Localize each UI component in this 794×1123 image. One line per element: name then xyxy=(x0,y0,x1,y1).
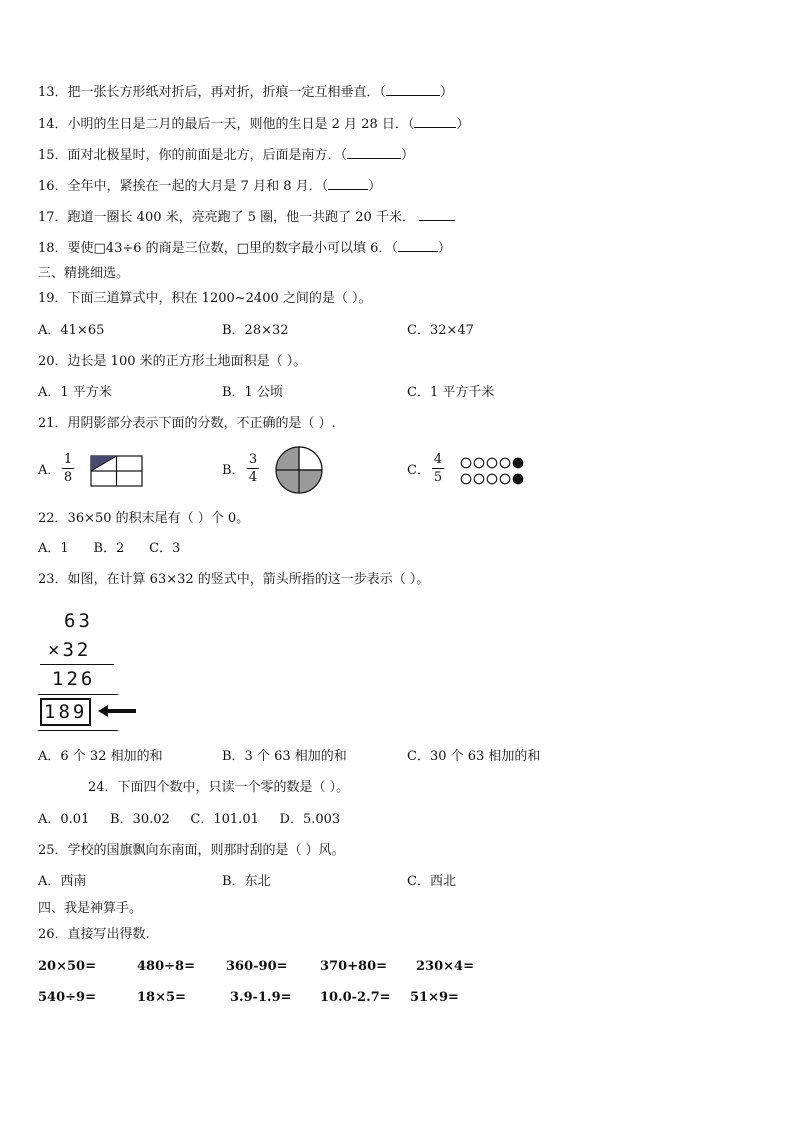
answer-blank[interactable] xyxy=(347,146,401,159)
answer-blank[interactable] xyxy=(398,239,438,252)
circles-figure xyxy=(458,455,538,487)
question-15: 15．面对北极星时，你的前面是北方，后面是南方．（ ） xyxy=(38,148,415,163)
option-b[interactable]: B．28×32 xyxy=(222,323,289,338)
fraction-b: 3 4 xyxy=(248,452,258,485)
question-23: 23．如图，在计算 63×32 的竖式中，箭头所指的这一步表示（ ）。 xyxy=(38,572,430,587)
calc-item[interactable]: 3.9-1.9= xyxy=(230,990,292,1005)
options-row[interactable]: A．0.01 B．30.02 C．101.01 D．5.003 xyxy=(38,812,341,827)
circle-quarters-figure xyxy=(274,445,324,495)
question-26: 26．直接写出得数. xyxy=(38,927,150,942)
option-c[interactable]: C．30 个 63 相加的和 xyxy=(407,749,541,764)
option-c[interactable]: C． xyxy=(407,463,430,478)
option-b[interactable]: B．东北 xyxy=(222,874,271,889)
question-18: 18．要使□43÷6 的商是三位数，□里的数字最小可以填 6．（ ） xyxy=(38,241,451,256)
option-b[interactable]: B． xyxy=(222,463,245,478)
question-21: 21．用阴影部分表示下面的分数，不正确的是（ ）. xyxy=(38,416,336,431)
calc-item[interactable]: 480÷8= xyxy=(137,959,195,974)
calc-item[interactable]: 20×50= xyxy=(38,959,96,974)
calc-item[interactable]: 360-90= xyxy=(226,959,288,974)
option-a[interactable]: A．1 平方米 xyxy=(38,385,112,400)
calc-item[interactable]: 230×4= xyxy=(416,959,474,974)
fraction-c: 4 5 xyxy=(433,452,443,485)
question-19: 19．下面三道算式中，积在 1200~2400 之间的是（ ）。 xyxy=(38,291,372,306)
calc-item[interactable]: 51×9= xyxy=(410,990,459,1005)
highlighted-step: 189 xyxy=(40,698,91,726)
option-a[interactable]: A．西南 xyxy=(38,874,87,889)
question-17: 17．跑道一圈长 400 米，亮亮跑了 5 圈，他一共跑了 20 千米． xyxy=(38,208,455,226)
answer-blank[interactable] xyxy=(328,177,368,190)
section-heading-4: 四、我是神算手。 xyxy=(38,901,143,916)
option-a[interactable]: A．41×65 xyxy=(38,323,105,338)
section-heading-3: 三、精挑细选。 xyxy=(38,266,130,281)
option-c[interactable]: C．西北 xyxy=(407,874,456,889)
option-b[interactable]: B．1 公顷 xyxy=(222,385,283,400)
option-c[interactable]: C．32×47 xyxy=(407,323,474,338)
calc-item[interactable]: 370+80= xyxy=(320,959,388,974)
question-14: 14．小明的生日是二月的最后一天，则他的生日是 2 月 28 日．（ ） xyxy=(38,117,470,132)
question-20: 20．边长是 100 米的正方形土地面积是（ ）。 xyxy=(38,354,307,369)
option-a[interactable]: A． xyxy=(38,463,61,478)
answer-blank[interactable] xyxy=(386,83,440,96)
answer-blank[interactable] xyxy=(414,115,456,128)
question-16: 16．全年中，紧挨在一起的大月是 7 月和 8 月．（ ） xyxy=(38,179,382,194)
option-c[interactable]: C．1 平方千米 xyxy=(407,385,495,400)
question-24: 24．下面四个数中，只读一个零的数是（ ）。 xyxy=(88,780,350,795)
question-22: 22．36×50 的积末尾有（ ）个 0。 xyxy=(38,511,250,526)
calc-item[interactable]: 18×5= xyxy=(137,990,186,1005)
calc-item[interactable]: 10.0-2.7= xyxy=(320,990,391,1005)
fraction-a: 1 8 xyxy=(63,452,73,485)
question-13: 13．把一张长方形纸对折后，再对折，折痕一定互相垂直．（ ） xyxy=(38,85,454,100)
question-25: 25．学校的国旗飘向东南面，则那时刮的是（ ）风。 xyxy=(38,843,345,858)
arrow-left-icon xyxy=(98,704,138,718)
option-b[interactable]: B．3 个 63 相加的和 xyxy=(222,749,347,764)
answer-blank[interactable] xyxy=(419,208,455,221)
rectangle-eighths-figure xyxy=(90,455,144,488)
calc-item[interactable]: 540÷9= xyxy=(38,990,96,1005)
option-a[interactable]: A．6 个 32 相加的和 xyxy=(38,749,163,764)
options-row[interactable]: A．1 B．2 C．3 xyxy=(38,541,181,556)
vertical-multiplication-figure: 63 ×32 126 189 xyxy=(34,608,144,736)
